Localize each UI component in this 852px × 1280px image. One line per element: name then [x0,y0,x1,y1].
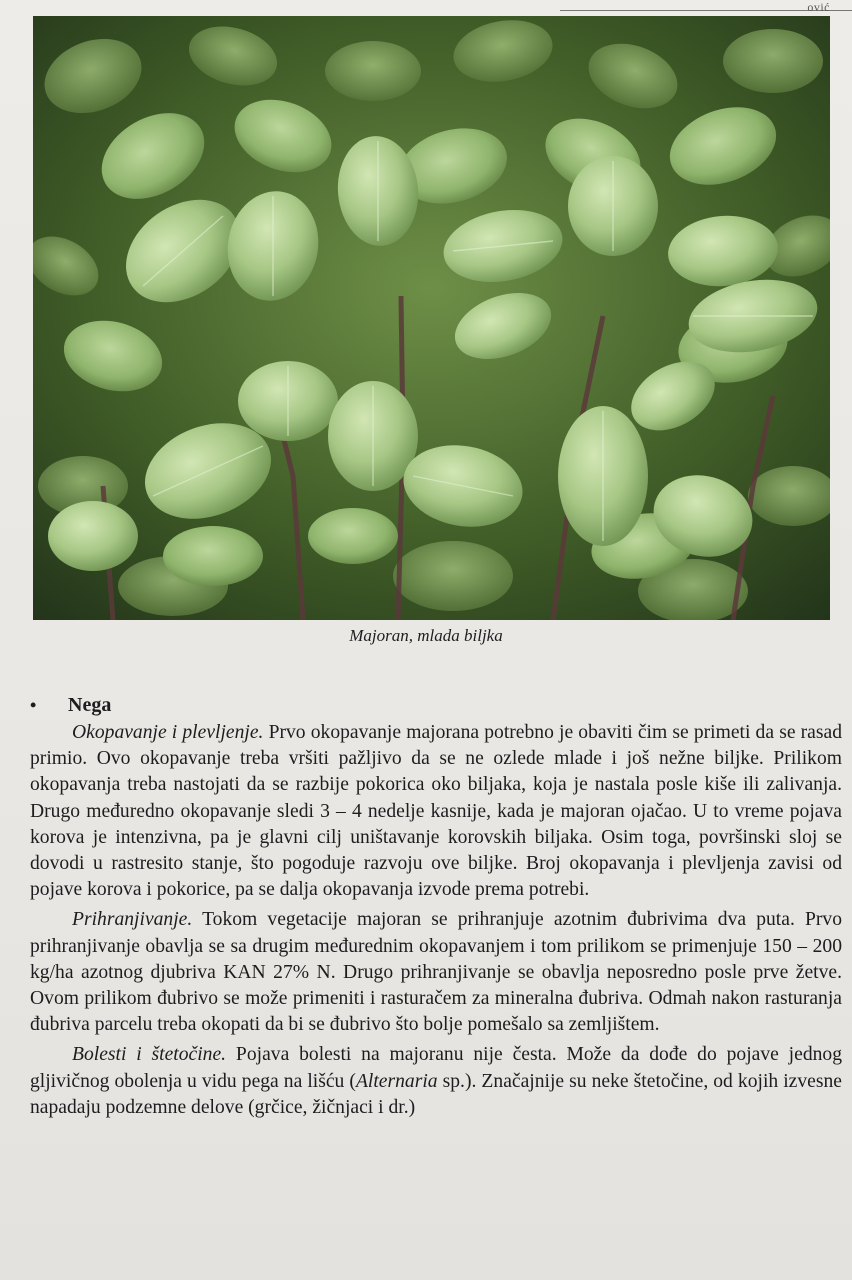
bullet-icon: • [30,695,37,715]
paragraph-text: Prvo okopavanje majorana potrebno je obaviti čim se primeti da se rasad primio. Ovo okopavanje treba vršiti pažljivo da se ne ozlede mlade i još nežne biljke. Prilikom okopavanja treba nastojati da se razbije pokorica oko biljaka, koja je nastala posle kiše ili zalivanja. Drugo međuredno okopavanje sledi 3 – 4 nedelje kasnije, kada je majoran ojačao. U to vreme pojava korova je intenzivna, pa je glavni cilj uništavanje korovskih biljaka. Osim toga, površinski sloj se dovodi u rastresito stanje, što pogoduje razvoju ove biljke. Broj okopavanja i plevljenja zavisi od pojave korova i pokorice, pa se dalja okopavanja izvode prema potrebi. [30,722,842,901]
paragraph-bolesti [30,1042,842,1121]
paragraph-lead: Bolesti i štetočine. [72,1044,227,1066]
section-title: Nega [68,694,112,716]
paragraph-prihranjivanje [30,907,842,1038]
section-heading [30,690,842,720]
paragraph-text: Tokom vegetacije majoran se prihranjuje azotnim đubrivima dva puta. Prvo prihranjivanje obavlja se sa drugim međurednim okopavanjem i tom prilikom se primenjuje 150 – 200 kg/ha azotnog djubriva KAN 27% N. Drugo prihranjivanje se obavlja neposredno posle prve žetve. Ovom prilikom đubrivo se može primeniti i rasturačem za mineralna đubriva. Odmah nakon rasturanja đubriva parcelu treba okopati da bi se đubrivo što bolje pomešalo sa zemljištem. [30,909,842,1036]
photo-caption: Majoran, mlada biljka [349,626,503,645]
species-name: Alternaria [355,1070,438,1092]
paragraph-lead: Prihranjivanje. [72,909,193,931]
section-nega [30,690,842,1121]
paragraph-text: Pojava bolesti na majoranu nije česta. Može da dođe do pojave jednog gljivičnog obolenja u vidu pega na lišću ( [30,1044,843,1092]
paragraph-lead: Okopavanje i plevljenje. [72,722,264,743]
marjoram-photo [33,16,830,620]
running-head: ović [807,0,830,14]
paragraph-okopavanje [30,720,842,903]
paragraph-text-cont: sp.). Značajnije su neke štetočine, od kojih izvesne napadaju podzemne delove (grčice, žičnjaci i dr.) [30,1070,842,1118]
